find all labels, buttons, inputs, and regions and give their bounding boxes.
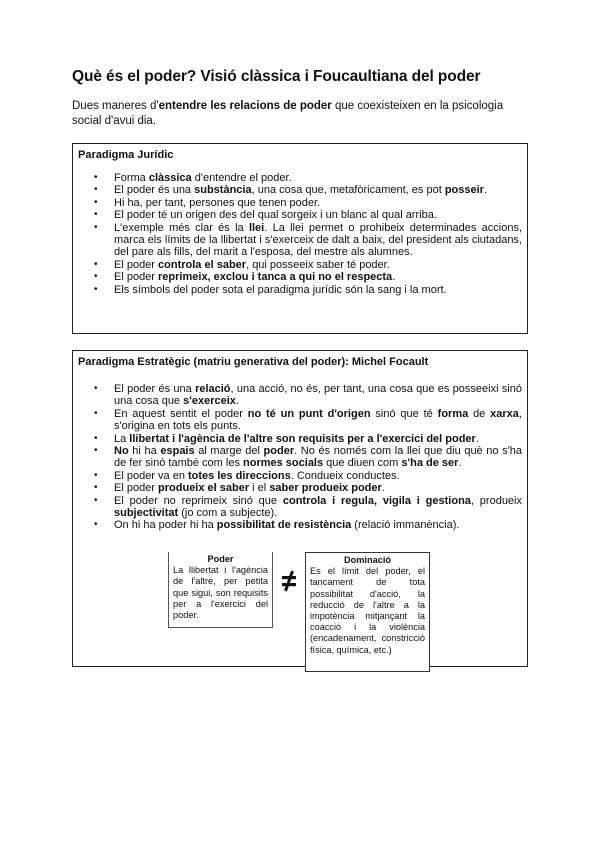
text-run: , s'origina en tots els punts. [114,407,522,433]
text-run: Els símbols del poder sota el paradigma jurídic són la sang i la mort. [114,283,447,296]
text-run: El poder és una [114,383,196,395]
bold-term: controla el saber [158,258,247,271]
bold-term: totes les direccions [188,469,291,482]
bold-term: produeix el saber [158,482,250,495]
estrategic-item [114,445,522,470]
bold-term: no té un punt d'origen [247,407,371,420]
text-run: sinó que té [370,407,438,420]
text-run: El poder [114,482,159,495]
text-run: En aquest sentit el poder [114,407,248,420]
text-run: L'exemple més clar és la [114,221,249,234]
text-run: El poder va en [114,469,188,482]
text-run: d'entendre el poder. [191,172,292,184]
bold-term: poder [263,445,295,458]
bold-term: saber produeix poder [269,482,382,495]
juridic-heading: Paradigma Jurídic [78,149,174,161]
bold-term: subjectivitat [114,507,179,520]
page-title: Què és el poder? Visió clàssica i Foucaultiana del poder [72,68,481,85]
estrategic-item [114,433,522,445]
juridic-item [114,271,522,283]
text-run: , una acció, no és, per tant, una cosa que es posseeixi sinó una cosa que [114,383,522,408]
bold-term: clàssica [148,172,192,184]
text-run: El poder [114,271,159,284]
poder-box-title: Poder [207,554,234,564]
text-run: . No és només com la llei que diu què no s'ha de fer sinó també com les [114,445,522,470]
bold-term: posseir [444,184,484,197]
estrategic-item [114,383,522,408]
bold-term: llei [248,221,265,234]
estrategic-item [114,470,522,482]
intro-text-before: Dues maneres d' [72,100,159,112]
bold-term: relació [195,383,231,395]
text-run: . [458,457,462,470]
text-run: La [114,432,130,445]
bold-term: controla i regula, vigila i gestiona [282,494,471,507]
bold-term: reprimeix, exclou i tanca a qui no el respecta [158,271,393,284]
bold-term: s'exerceix [183,395,236,408]
intro-paragraph [72,99,512,129]
text-run: El poder és una [114,184,195,197]
text-run: Hi ha, per tant, persones que tenen poder. [114,196,321,209]
juridic-item [114,209,522,221]
dominacio-box [305,552,430,672]
estrategic-item [114,519,522,531]
text-run: , qui posseeix saber té poder. [246,258,390,271]
dominacio-box-title: Dominació [344,555,391,565]
text-run: hi ha [128,445,161,458]
bold-term: substància [194,184,252,197]
text-run: (jo com a subjecte). [178,507,278,520]
bold-term: espais [160,445,195,458]
text-run: El poder no reprimeix sinó que [114,494,283,507]
text-run: (relació immanència). [351,519,460,532]
text-run: i el [249,482,270,495]
juridic-item [114,259,522,271]
text-run: . [235,395,239,408]
strategic-list [78,383,522,532]
text-run: On hi ha poder hi ha [114,519,217,532]
estrategic-item [114,495,522,520]
not-equal-icon [280,570,298,592]
estrategic-item [114,482,522,494]
text-run: El poder té un origen des del qual sorgeix i un blanc al qual arriba. [114,209,437,222]
text-run: . [381,482,385,495]
bold-term: xarxa [490,407,519,420]
text-run: , produeix [470,494,522,507]
intro-text-bold: entendre les relacions de poder [158,100,332,112]
text-run: , una cosa que, metafòricament, es pot [251,184,445,197]
bold-term: normes socials [243,457,324,470]
juridic-item [114,197,522,209]
bold-term: llibertat i l'agència de l'altre son requisits per a l'exercici del poder [129,432,476,445]
text-run: Forma [114,172,149,184]
text-run: El poder [114,258,159,271]
text-run: . [483,184,488,197]
text-run: . Condueix conductes. [290,469,400,482]
bold-term: s'ha de ser [401,457,459,470]
juridic-item [114,184,522,196]
poder-box-text: La llibertat i l'agència de l'altre, per petita que sigui, son requisits per a l'exercici del poder. [173,565,268,621]
bold-term: possibilitat de resistència [216,519,352,532]
juridic-item [114,284,522,296]
juridic-list [78,172,522,296]
text-run: . [475,432,479,445]
dominacio-box-text: Es el límit del poder, el tancament de tota possibilitat d'acció, la reducció de l'altre a la impotència mitjançant la coacció i la violència (encadenament, constricció física, química, etc.) [310,566,425,655]
estrategic-item [114,408,522,433]
bold-term: forma [437,407,469,420]
bold-term: No [114,445,129,458]
intro-text-after: que coexisteixen en la psicologia social d'avui dia. [72,100,504,127]
juridic-item [114,172,522,184]
juridic-item [114,222,522,259]
strategic-heading: Paradigma Estratègic (matriu generativa del poder): Michel Focault [78,356,429,368]
text-run: . [392,271,396,284]
juridic-paradigm-box [72,143,528,334]
text-run: de [468,407,491,420]
text-run: al marge del [194,445,264,458]
poder-box [168,552,273,628]
text-run: . La llei permet o prohibeix determinades accions, marca els límits de la llibertat i s'exerceix de dalt a baix, del president als ciutadans, del pare als fills, del marit a l'esposa, del mestre als alumnes. [114,221,522,259]
strategic-paradigm-box [72,350,528,667]
text-run: que diuen com [323,457,402,470]
